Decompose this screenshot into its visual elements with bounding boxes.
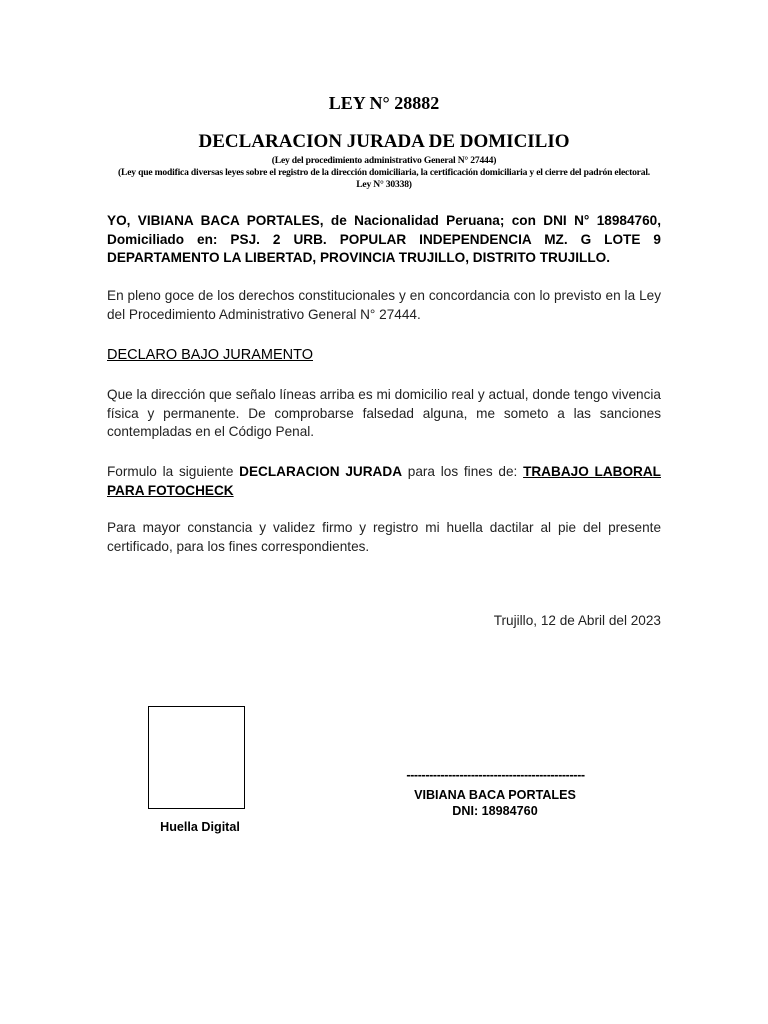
identity-paragraph: YO, VIBIANA BACA PORTALES, de Nacionalidad Peruana; con DNI N° 18984760, Domiciliado en: PSJ. 2 URB. POPULAR INDEPENDENCIA MZ. G LOTE 9 DEPARTAMENTO LA LIBERTAD, PROVINCIA TRUJILLO, DISTRITO TRUJILLO. [107, 213, 661, 265]
purpose-prefix: Formulo la siguiente [107, 464, 240, 479]
law-number-title: LEY N° 28882 [328, 93, 440, 113]
signer-dni: DNI: 18984760 [452, 804, 538, 818]
fingerprint-label: Huella Digital [160, 820, 240, 834]
signer-name: VIBIANA BACA PORTALES [414, 788, 576, 802]
signature-line: ----------------------------------------------- [406, 768, 585, 782]
date-line: Trujillo, 12 de Abril del 2023 [493, 613, 661, 628]
purpose-paragraph [107, 463, 661, 500]
constancia-paragraph: Para mayor constancia y validez firmo y registro mi huella dactilar al pie del presente certificado, para los fines correspondientes. [107, 520, 661, 554]
subtitle-law-27444: (Ley del procedimiento administrativo General N° 27444) [271, 155, 497, 166]
document-title: DECLARACION JURADA DE DOMICILIO [198, 131, 570, 152]
declaration-heading: DECLARO BAJO JURAMENTO [107, 347, 313, 363]
address-statement-paragraph: Que la dirección que señalo líneas arriba es mi domicilio real y actual, donde tengo vivencia física y permanente. De comprobarse falsedad alguna, me someto a las sanciones contempladas en el Código Penal. [107, 387, 661, 439]
purpose-value: TRABAJO LABORAL PARA FOTOCHECK [107, 464, 661, 498]
purpose-middle: para los fines de: [402, 464, 524, 479]
subtitle-law-30338: (Ley que modifica diversas leyes sobre el registro de la dirección domiciliaria, la certificación domiciliaria y el cierre del padrón electoral. Ley N° 30338) [118, 167, 650, 190]
rights-paragraph: En pleno goce de los derechos constitucionales y en concordancia con lo previsto en la Ley del Procedimiento Administrativo General N° 27444. [107, 288, 661, 322]
fingerprint-box [148, 706, 245, 809]
purpose-declaration-term: DECLARACION JURADA [239, 464, 403, 479]
